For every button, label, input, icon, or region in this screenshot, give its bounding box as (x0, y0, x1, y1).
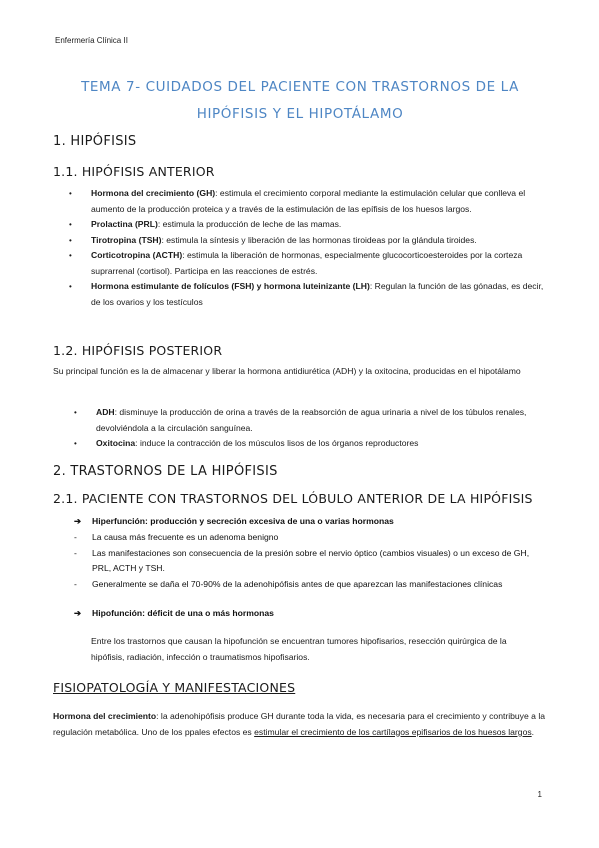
heading-trastornos: 2. TRASTORNOS DE LA HIPÓFISIS (53, 464, 278, 479)
heading-hipofisis: 1. HIPÓFISIS (53, 134, 137, 149)
bullet-icon: • (69, 220, 72, 229)
list-item: • ADH: disminuye la producción de orina a través de la reabsorción de agua urinaria a nivel de los túbulos renales, devolviéndola a la circulación sanguínea. (74, 407, 527, 433)
list-item: • Oxitocina: induce la contracción de los músculos lisos de los órganos reproductores (96, 436, 546, 452)
list-item: • Hormona del crecimiento (GH): estimula el crecimiento corporal mediante la estimulación celular que conlleva el aumento de la producción proteica y a través de la estimulación de las epífisis de los huesos largos. (69, 188, 526, 214)
hiperfuncion-item: ➔ Hiperfunción: producción y secreción excesiva de una o varias hormonas (74, 514, 394, 530)
anterior-hormone-list (69, 186, 551, 310)
list-item: • Hormona estimulante de folículos (FSH) y hormona luteinizante (LH): Regulan la función de las gónadas, es decir, de los ovarios y los testículos (69, 281, 544, 307)
list-item: • Corticotropina (ACTH): estimula la liberación de hormonas, especialmente glucocorticoesteroides por la corteza suprarrenal (cortisol). Participa en las reacciones de estrés. (69, 250, 523, 276)
hipofuncion-paragraph: Entre los trastornos que causan la hipofunción se encuentran tumores hipofisarios, resección quirúrgica de la hipófisis, radiación, infección o traumatismos hipofisarios. (91, 636, 507, 662)
dash-icon: - (74, 547, 77, 558)
list-item: - Generalmente se daña el 70-90% de la adenohipófisis antes de que aparezcan las manifestaciones clínicas (74, 577, 544, 593)
list-item: • Prolactina (PRL): estimula la producción de leche de las mamas. (91, 217, 551, 233)
posterior-intro: Su principal función es la de almacenar y liberar la hormona antidiurética (ADH) y la oxitocina, producidas en el hipotálamo (53, 366, 521, 376)
heading-fisiopatologia: FISIOPATOLOGÍA Y MANIFESTACIONES (53, 680, 296, 695)
list-item: • Tirotropina (TSH): estimula la síntesis y liberación de las hormonas tiroideas por la glándula tiroides. (91, 233, 551, 249)
arrow-right-icon: ➔ (74, 608, 82, 618)
heading-lobulo-anterior: 2.1. PACIENTE CON TRASTORNOS DEL LÓBULO ANTERIOR DE LA HIPÓFISIS (53, 491, 533, 506)
heading-hipofisis-posterior: 1.2. HIPÓFISIS POSTERIOR (53, 343, 223, 358)
dash-icon: - (74, 578, 77, 589)
heading-hipofisis-anterior: 1.1. HIPÓFISIS ANTERIOR (53, 164, 215, 179)
bullet-icon: • (69, 282, 72, 291)
bullet-icon: • (69, 235, 72, 245)
bullet-icon: • (69, 251, 72, 260)
bullet-icon: • (74, 408, 77, 417)
bullet-icon: • (74, 439, 77, 448)
list-item: - Las manifestaciones son consecuencia de la presión sobre el nervio óptico (cambios visuales) o un exceso de GH, PRL, ACTH y TSH. (74, 547, 530, 573)
running-header: Enfermería Clínica II (55, 36, 128, 45)
hipofuncion-item: ➔ Hipofunción: déficit de una o más hormonas (74, 606, 274, 622)
gh-paragraph: Hormona del crecimiento: la adenohipófisis produce GH durante toda la vida, es necesaria para el crecimiento y contribuye a la regulación metabólica. Uno de los ppales efectos es estimular el crecimiento de los cartílagos epifisarios de los huesos largos. (53, 711, 546, 737)
hiperfuncion-details (74, 530, 544, 592)
document-title: TEMA 7- CUIDADOS DEL PACIENTE CON TRASTORNOS DE LA HIPÓFISIS Y EL HIPOTÁLAMO (81, 79, 519, 122)
bullet-icon: • (69, 189, 72, 198)
posterior-hormone-list (74, 405, 546, 452)
dash-icon: - (74, 532, 77, 542)
arrow-right-icon: ➔ (74, 516, 82, 526)
page-number: 1 (537, 790, 542, 799)
list-item: - La causa más frecuente es un adenoma benigno (74, 530, 544, 546)
